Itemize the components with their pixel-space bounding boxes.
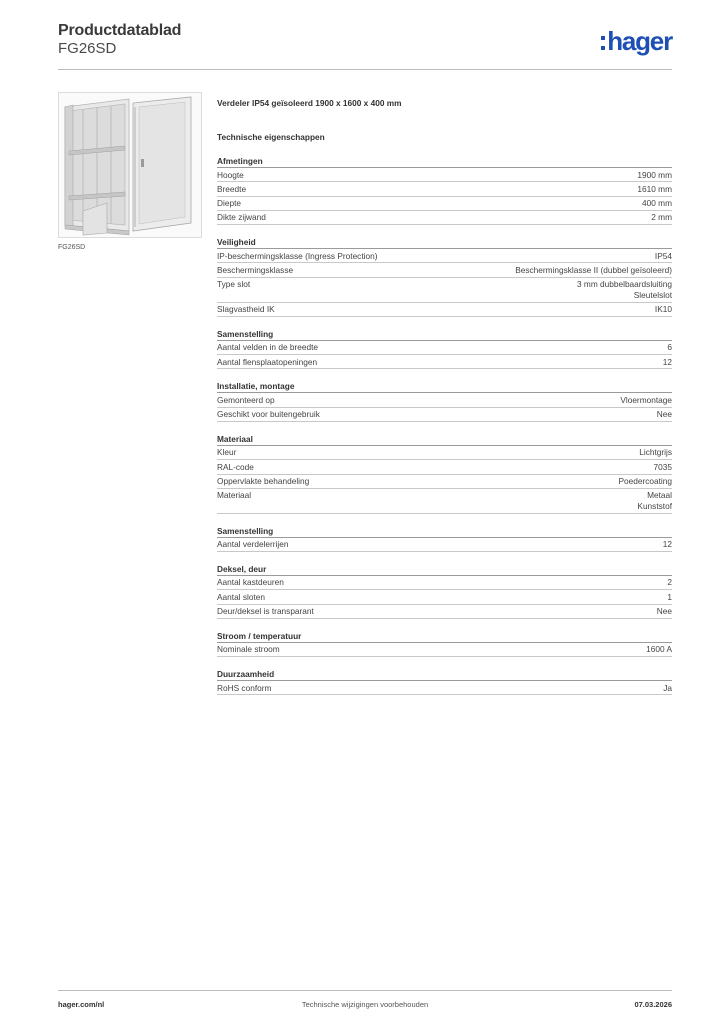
spec-value: [646, 644, 672, 655]
spec-row: [217, 355, 672, 369]
spec-value-line: 1900 mm: [637, 169, 672, 180]
spec-label: Breedte: [217, 183, 247, 194]
spec-row: [217, 538, 672, 552]
spec-value-line: 400 mm: [642, 198, 672, 209]
spec-value-line: Ja: [663, 682, 672, 693]
spec-label: Aantal kastdeuren: [217, 577, 284, 588]
spec-section: [217, 380, 672, 422]
spec-row: [217, 643, 672, 657]
logo-colon-icon: [601, 36, 605, 50]
spec-value: [663, 683, 672, 694]
spec-section: [217, 563, 672, 619]
spec-section: [217, 525, 672, 552]
spec-row: [217, 278, 672, 303]
spec-value: [637, 184, 672, 195]
spec-value-line: 1600 A: [646, 644, 672, 655]
spec-value-line: 2: [667, 577, 672, 588]
section-title: Installatie, montage: [217, 380, 672, 393]
footer-disclaimer: Technische wijzigingen voorbehouden: [301, 1000, 429, 1009]
spec-value: [515, 265, 672, 276]
spec-value: [618, 476, 672, 487]
spec-label: Diepte: [217, 198, 241, 209]
spec-label: Geschikt voor buitengebruik: [217, 409, 320, 420]
spec-value-line: 3 mm dubbelbaardsluiting: [576, 279, 672, 290]
spec-value-line: Vloermontage: [620, 394, 672, 405]
spec-label: Hoogte: [217, 169, 244, 180]
spec-row: [217, 249, 672, 263]
section-title: Duurzaamheid: [217, 668, 672, 681]
spec-row: [217, 590, 672, 604]
spec-value: [577, 279, 672, 300]
section-title: Deksel, deur: [217, 563, 672, 576]
spec-label: Oppervlakte behandeling: [217, 476, 310, 487]
spec-value: [657, 606, 672, 617]
technical-heading: Technische eigenschappen: [217, 132, 325, 142]
spec-value-line: Beschermingsklasse II (dubbel geïsoleerd): [515, 264, 672, 275]
spec-value-line: 12: [662, 356, 672, 367]
spec-section: [217, 668, 672, 695]
spec-row: [217, 168, 672, 182]
spec-value: [657, 409, 672, 420]
spec-value-line: Sleutelslot: [633, 289, 672, 300]
hager-logo: [601, 28, 672, 54]
spec-value-line: Poedercoating: [618, 476, 672, 487]
spec-label: IP-beschermingsklasse (Ingress Protection): [217, 250, 378, 261]
spec-value: [642, 198, 672, 209]
spec-section: [217, 236, 672, 317]
document-title: Productdatablad: [58, 22, 182, 39]
page-header: [58, 22, 672, 70]
section-title: Stroom / temperatuur: [217, 630, 672, 643]
spec-section: [217, 433, 672, 514]
spec-row: [217, 263, 672, 277]
spec-value-line: Nee: [656, 606, 672, 617]
spec-value: [663, 539, 672, 550]
section-title: Samenstelling: [217, 328, 672, 341]
spec-value: [663, 357, 672, 368]
spec-label: Aantal sloten: [217, 591, 265, 602]
section-title: Afmetingen: [217, 155, 672, 168]
spec-label: Slagvastheid IK: [217, 304, 275, 315]
image-caption: FG26SD: [58, 244, 86, 251]
spec-value: [620, 395, 672, 406]
spec-row: [217, 197, 672, 211]
spec-value: [655, 251, 672, 262]
page-footer: [58, 990, 672, 1016]
spec-section: [217, 155, 672, 225]
spec-value: [667, 342, 672, 353]
spec-value-line: IP54: [654, 250, 672, 261]
spec-value: [654, 462, 672, 473]
spec-row: [217, 475, 672, 489]
spec-value: [637, 170, 672, 181]
spec-row: [217, 182, 672, 196]
spec-label: Dikte zijwand: [217, 212, 266, 223]
spec-label: RAL-code: [217, 461, 254, 472]
spec-row: [217, 211, 672, 225]
spec-row: [217, 393, 672, 407]
spec-label: Aantal velden in de breedte: [217, 342, 319, 353]
spec-sections: [217, 155, 672, 695]
spec-label: Nominale stroom: [217, 644, 280, 655]
section-title: Samenstelling: [217, 525, 672, 538]
spec-value: [667, 592, 672, 603]
section-title: Materiaal: [217, 433, 672, 446]
product-image: [58, 92, 202, 238]
spec-label: Type slot: [217, 279, 251, 290]
section-title: Veiligheid: [217, 236, 672, 249]
spec-value-line: Kunststof: [637, 500, 672, 511]
spec-value: [667, 577, 672, 588]
spec-label: Aantal verdelerrijen: [217, 539, 289, 550]
footer-date: 07.03.2026: [634, 1000, 672, 1009]
product-code: FG26SD: [58, 40, 117, 57]
spec-row: [217, 681, 672, 695]
spec-value-line: 7035: [653, 461, 672, 472]
spec-value-line: 2 mm: [651, 212, 672, 223]
spec-row: [217, 489, 672, 514]
spec-value: [639, 447, 672, 458]
spec-value: [651, 212, 672, 223]
footer-website-link[interactable]: hager.com/nl: [58, 1000, 105, 1009]
spec-row: [217, 446, 672, 460]
spec-label: Aantal flensplaatopeningen: [217, 356, 318, 367]
product-content: [217, 96, 672, 695]
spec-value-line: IK10: [654, 304, 672, 315]
spec-value-line: Lichtgrijs: [639, 447, 672, 458]
spec-row: [217, 303, 672, 317]
spec-label: Kleur: [217, 447, 237, 458]
spec-row: [217, 341, 672, 355]
spec-value-line: 1: [667, 591, 672, 602]
spec-label: Beschermingsklasse: [217, 264, 294, 275]
logo-text: hager: [607, 26, 672, 56]
spec-section: [217, 328, 672, 370]
spec-row: [217, 460, 672, 474]
spec-label: RoHS conform: [217, 682, 272, 693]
spec-section: [217, 630, 672, 657]
spec-value-line: 1610 mm: [637, 183, 672, 194]
spec-row: [217, 408, 672, 422]
spec-value-line: Nee: [656, 409, 672, 420]
spec-value-line: 6: [667, 342, 672, 353]
product-description: Verdeler IP54 geïsoleerd 1900 x 1600 x 400 mm: [217, 98, 402, 108]
spec-value-line: 12: [662, 539, 672, 550]
spec-label: Gemonteerd op: [217, 394, 275, 405]
spec-row: [217, 576, 672, 590]
spec-value-line: Metaal: [647, 490, 672, 501]
spec-label: Deur/deksel is transparant: [217, 606, 314, 617]
spec-value: [637, 490, 672, 511]
spec-label: Materiaal: [217, 490, 252, 501]
spec-row: [217, 605, 672, 619]
spec-value: [655, 304, 672, 315]
cabinet-illustration-icon: [59, 93, 201, 237]
